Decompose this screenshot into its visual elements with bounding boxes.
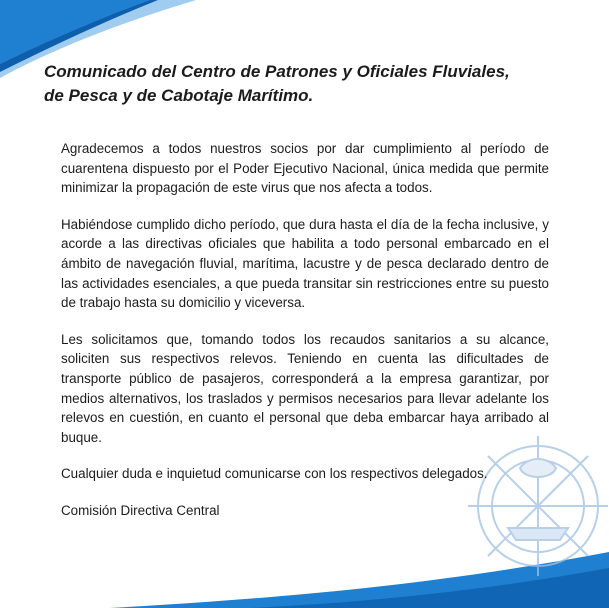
signature: Comisión Directiva Central [61, 502, 220, 518]
paragraph-2: Habiéndose cumplido dicho período, que dura hasta el día de la fecha inclusive, y acorde a las directivas oficiales que habilita a todo personal embarcado en el ámbito de navegación fluvial, marítima, lacustre y de pesca declarado dentro de las actividades esenciales, a que pueda transitar sin restricciones entre su puesto de trabajo hasta su domicilio y viceversa. [61, 216, 549, 311]
communique-body [61, 139, 549, 521]
title-line-2: de Pesca y de Cabotaje Marítimo. [44, 86, 314, 105]
paragraph-4: Cualquier duda e inquietud comunicarse con los respectivos delegados. [61, 466, 488, 482]
paragraph-3: Les solicitamos que, tomando todos los recaudos sanitarios a su alcance, soliciten sus respectivos relevos. Teniendo en cuenta las dificultades de transporte público de pasajeros, corresponderá a la empresa garantizar, por medios alternativos, los traslados y permisos necesarios para llevar adelante los relevos en cuestión, en cuanto el personal que deba embarcar haya arribado al buque. [61, 331, 549, 445]
paragraph-1: Agradecemos a todos nuestros socios por dar cumplimiento al período de cuarentena dispuesto por el Poder Ejecutivo Nacional, única medida que permite minimizar la propagación de este virus que nos afecta a todos. [61, 141, 549, 196]
title-line-1: Comunicado del Centro de Patrones y Oficiales Fluviales, [44, 62, 510, 81]
page-title [44, 60, 584, 108]
